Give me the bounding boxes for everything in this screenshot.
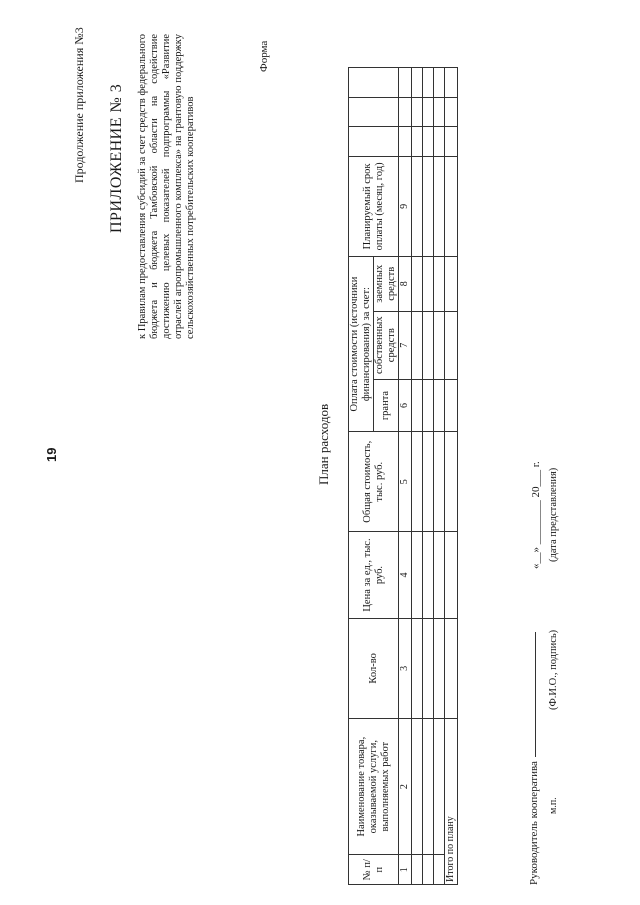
expense-plan-table xyxy=(348,67,458,885)
empty-cell xyxy=(412,718,423,855)
empty-cell xyxy=(412,156,423,256)
table-row-empty xyxy=(423,68,434,885)
column-number: 9 xyxy=(399,156,412,256)
header-num: № п/п xyxy=(349,855,399,885)
empty-cell xyxy=(423,68,434,98)
empty-cell xyxy=(445,127,458,157)
table-header-row xyxy=(349,68,374,885)
empty-cell xyxy=(423,97,434,127)
seal-label: м.п. xyxy=(548,797,559,814)
column-number: 3 xyxy=(399,618,412,718)
empty-cell xyxy=(412,379,423,431)
empty-cell xyxy=(412,532,423,618)
manager-label: Руководитель кооператива xyxy=(528,761,540,885)
form-label: Форма xyxy=(258,40,270,72)
empty-cell xyxy=(423,532,434,618)
signature-line xyxy=(535,632,536,757)
empty-cell xyxy=(445,311,458,379)
header-funding: Оплата стоимости (источники финансирования) за счет: xyxy=(349,256,374,431)
header-empty-3 xyxy=(349,68,399,98)
table-row-empty xyxy=(434,68,445,885)
empty-cell xyxy=(412,855,423,885)
empty-cell xyxy=(445,532,458,618)
empty-cell xyxy=(434,311,445,379)
empty-cell xyxy=(423,127,434,157)
empty-cell xyxy=(445,379,458,431)
empty-cell xyxy=(434,127,445,157)
date-caption: (дата представления) xyxy=(548,467,559,562)
header-term: Планируемый срок оплаты (месяц, год) xyxy=(349,156,399,256)
appendix-subtitle: к Правилам предоставления субсидий за счет средств федерального бюджета и бюджета Тамбовской области на содействие достижению целевых показателей подпрограммы «Развитие отраслей агропромышленного комплекса» на грантовую поддержку сельскохозяйственных потребительских кооперативов xyxy=(137,34,196,339)
page-number: 19 xyxy=(44,447,59,462)
header-borrowed: заемных средств xyxy=(374,256,399,311)
empty-cell xyxy=(423,718,434,855)
header-grant: гранта xyxy=(374,379,399,431)
column-number: 7 xyxy=(399,311,412,379)
empty-cell xyxy=(423,256,434,311)
empty-cell xyxy=(412,311,423,379)
continuation-note: Продолжение приложения №3 xyxy=(72,27,86,183)
date-field: «__» ________ 20___ г. xyxy=(530,461,542,569)
empty-cell xyxy=(445,618,458,718)
empty-cell xyxy=(423,156,434,256)
empty-cell xyxy=(412,432,423,532)
empty-cell xyxy=(445,97,458,127)
empty-cell xyxy=(423,855,434,885)
empty-cell xyxy=(434,855,445,885)
empty-cell xyxy=(445,432,458,532)
table-row-empty xyxy=(412,68,423,885)
header-own: собственных средств xyxy=(374,311,399,379)
header-qty: Кол-во xyxy=(349,618,399,718)
empty-cell xyxy=(434,618,445,718)
empty-cell xyxy=(434,156,445,256)
empty-cell xyxy=(412,68,423,98)
column-number: 2 xyxy=(399,718,412,855)
empty-cell xyxy=(445,156,458,256)
empty-cell xyxy=(445,68,458,98)
empty-cell xyxy=(412,618,423,718)
column-number: 8 xyxy=(399,256,412,311)
table-total-row xyxy=(445,68,458,885)
empty-cell xyxy=(434,718,445,855)
empty-cell xyxy=(412,97,423,127)
empty-cell xyxy=(423,311,434,379)
empty-cell xyxy=(399,97,412,127)
signature-caption: (Ф.И.О., подпись) xyxy=(548,629,559,710)
empty-cell xyxy=(423,618,434,718)
total-label: Итого по плану xyxy=(445,718,458,884)
empty-cell xyxy=(434,256,445,311)
empty-cell xyxy=(423,379,434,431)
empty-cell xyxy=(423,432,434,532)
column-numbers-row xyxy=(399,68,412,885)
appendix-title: ПРИЛОЖЕНИЕ № 3 xyxy=(108,83,125,233)
empty-cell xyxy=(412,256,423,311)
empty-cell xyxy=(399,127,412,157)
empty-cell xyxy=(399,68,412,98)
empty-cell xyxy=(434,432,445,532)
column-number: 1 xyxy=(399,855,412,885)
column-number: 4 xyxy=(399,532,412,618)
column-number: 6 xyxy=(399,379,412,431)
plan-title: План расходов xyxy=(316,403,331,485)
header-empty-2 xyxy=(349,97,399,127)
header-empty-1 xyxy=(349,127,399,157)
header-name: Наименование товара, оказываемой услуги, выполняемых работ xyxy=(349,718,399,855)
empty-cell xyxy=(412,127,423,157)
empty-cell xyxy=(445,256,458,311)
empty-cell xyxy=(434,379,445,431)
empty-cell xyxy=(434,68,445,98)
header-price: Цена за ед., тыс. руб. xyxy=(349,532,399,618)
empty-cell xyxy=(434,97,445,127)
empty-cell xyxy=(434,532,445,618)
column-number: 5 xyxy=(399,432,412,532)
header-total-cost: Общая стоимость, тыс. руб. xyxy=(349,432,399,532)
